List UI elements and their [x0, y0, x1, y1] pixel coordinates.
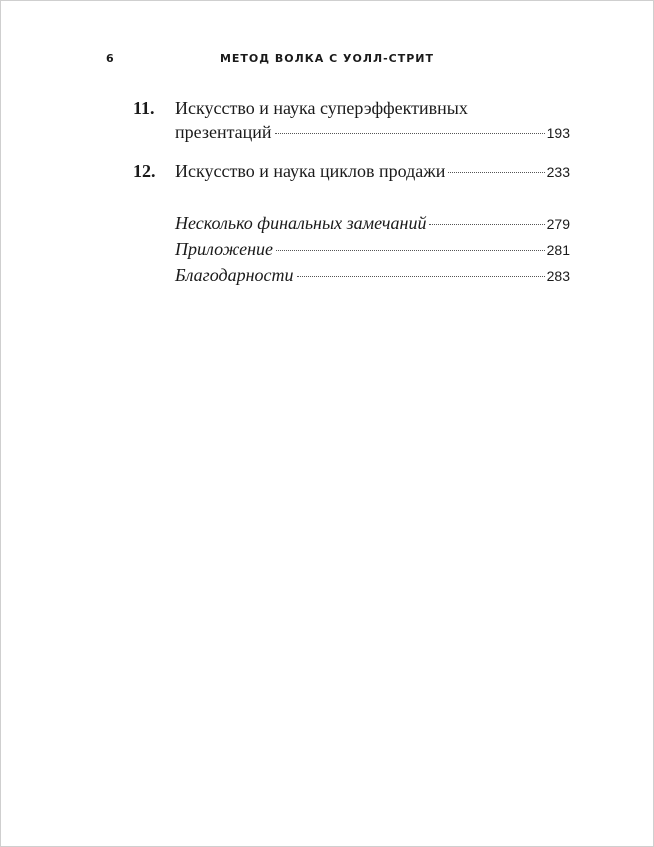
book-title: МЕТОД ВОЛКА С УОЛЛ-СТРИТ: [219, 52, 435, 65]
page-ref: 283: [546, 268, 570, 284]
chapter-number: 11.: [133, 98, 155, 118]
chapter-title-line2: презентаций: [175, 122, 272, 142]
entry-title: Благодарности: [175, 265, 294, 285]
toc-entry-chapter-11[interactable]: [133, 96, 570, 145]
dot-leader: [297, 276, 545, 277]
toc-entry-chapter-12[interactable]: [133, 159, 570, 184]
page-ref: 281: [546, 242, 570, 258]
running-header: [0, 50, 654, 70]
dot-leader: [275, 133, 545, 134]
chapter-number: 12.: [133, 161, 156, 181]
chapter-title: Искусство и наука циклов продажи: [175, 161, 446, 181]
entry-title: Приложение: [175, 239, 274, 259]
dot-leader: [276, 250, 545, 251]
toc-entry-acknowledgements[interactable]: [175, 263, 570, 289]
page-number: 6: [106, 52, 115, 65]
entry-title: Несколько финальных замечаний: [175, 213, 427, 233]
dot-leader: [429, 224, 544, 225]
table-of-contents: [133, 96, 570, 289]
page-ref: 193: [546, 125, 570, 141]
toc-entry-final-remarks[interactable]: [175, 211, 570, 237]
back-matter-list: [175, 211, 570, 289]
page-ref: 279: [546, 216, 570, 232]
page-ref: 233: [546, 164, 570, 180]
toc-entry-appendix[interactable]: [175, 237, 570, 263]
chapter-title-line1: Искусство и наука суперэффективных: [175, 98, 468, 118]
dot-leader: [448, 172, 544, 173]
